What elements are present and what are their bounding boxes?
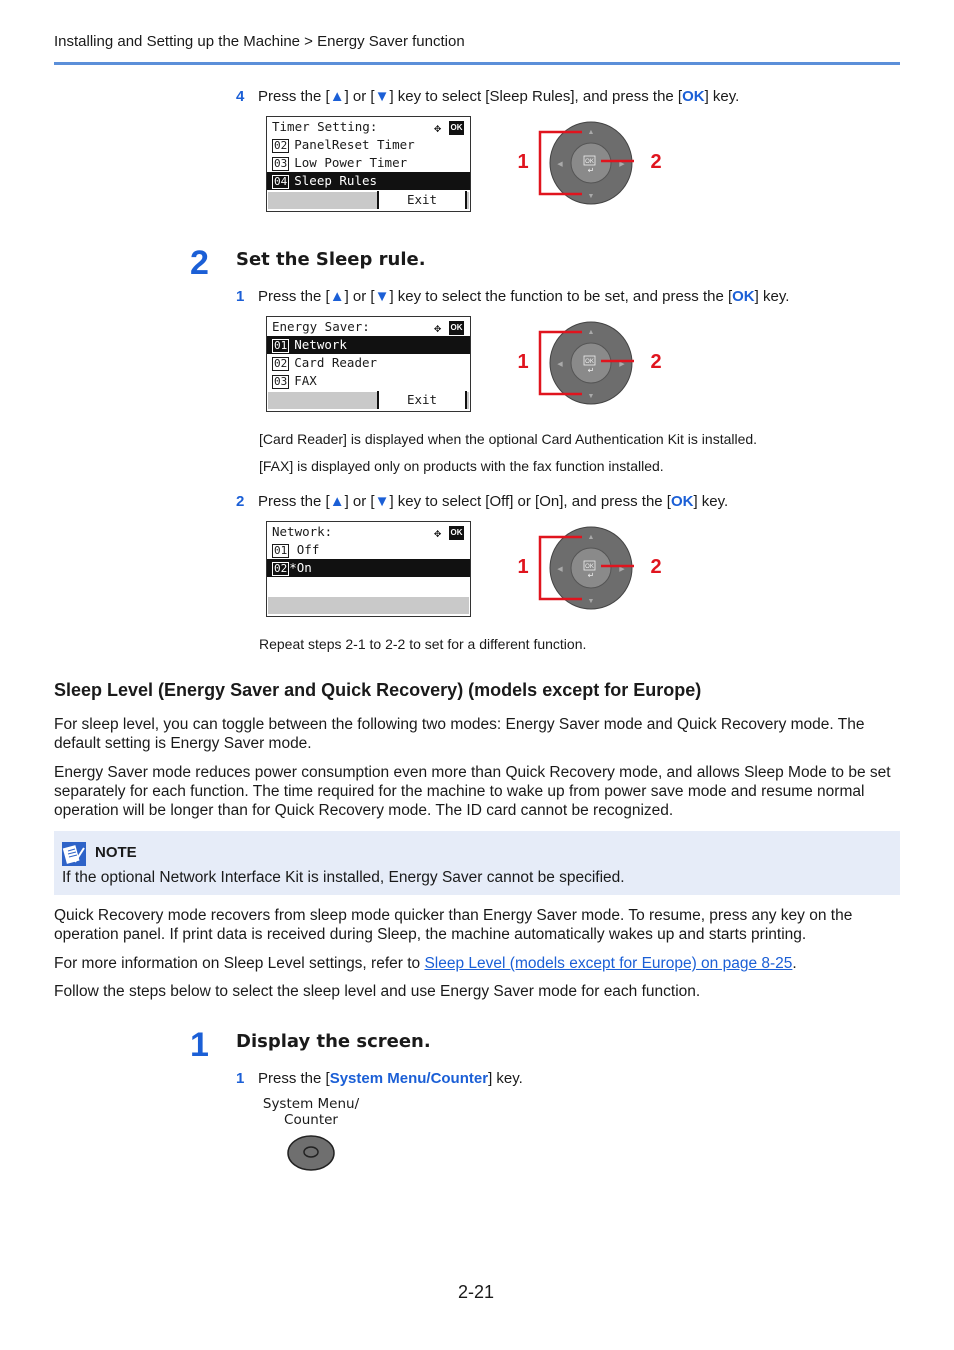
lcd-network: Network: ✥ OK 01 Off 02 *On — [266, 521, 471, 617]
paragraph-sleep-level-intro: For sleep level, you can toggle between the following two modes: Energy Saver mode and Quick Recovery mode. The default setting is Energy Saver mode. — [54, 716, 865, 752]
step-2-2-instruction: 2 Press the [▲] or [▼] key to select [Off] or [On], and press the [OK] key. — [236, 493, 729, 510]
lcd-item-sleep-rules[interactable]: Sleep Rules — [294, 173, 378, 188]
step-2-1-instruction: 1 Press the [▲] or [▼] key to select the function to be set, and press the [OK] key. — [236, 288, 790, 305]
arrow-keypad-diagram — [510, 318, 680, 410]
svg-text:◀: ◀ — [557, 161, 563, 168]
paragraph-follow-steps: Follow the steps below to select the sleep level and use Energy Saver mode for each function. — [54, 983, 701, 1000]
paragraph-more-info: For more information on Sleep Level settings, refer to Sleep Level (models except for Europe) on page 8-25. — [54, 955, 797, 972]
navigate-ok-icon: ✥ OK — [434, 321, 463, 335]
svg-text:▼: ▼ — [587, 193, 595, 200]
svg-text:1: 1 — [517, 351, 529, 373]
svg-text:2: 2 — [650, 351, 662, 373]
note-box — [54, 831, 900, 895]
lcd-item-card-reader[interactable]: Card Reader — [294, 355, 378, 370]
arrow-keypad-diagram — [510, 118, 680, 210]
section-title-display-screen: Display the screen. — [236, 1031, 431, 1052]
svg-text:↵: ↵ — [587, 571, 595, 580]
svg-text:OK: OK — [585, 159, 594, 165]
ok-key-label: OK — [670, 493, 694, 510]
svg-text:OK: OK — [585, 564, 594, 570]
header-rule — [54, 62, 900, 65]
up-key-icon: ▲ — [329, 288, 345, 305]
navigate-ok-icon: ✥ OK — [434, 121, 463, 135]
svg-text:1: 1 — [517, 151, 529, 173]
svg-text:↵: ↵ — [587, 366, 595, 375]
lcd-title: Energy Saver: — [272, 319, 370, 334]
up-key-icon: ▲ — [329, 88, 345, 105]
note-icon — [62, 842, 86, 866]
paragraph-energy-saver-mode: Energy Saver mode reduces power consumption even more than Quick Recovery mode, and allows Sleep Mode to be set separately for each function. The time required for the machine to wake up from power save mode and resume normal operation will be longer than for Quick Recovery mode. The ID card cannot be recognized. — [54, 764, 891, 819]
up-key-icon: ▲ — [329, 493, 345, 510]
system-menu-button-label: System Menu/ Counter — [262, 1096, 360, 1128]
svg-text:2: 2 — [650, 151, 662, 173]
note-text: If the optional Network Interface Kit is installed, Energy Saver cannot be specified. — [62, 869, 625, 886]
svg-text:◀: ◀ — [557, 361, 563, 368]
down-key-icon: ▼ — [374, 88, 390, 105]
lcd-item-off[interactable]: Off — [289, 542, 320, 557]
repeat-note: Repeat steps 2-1 to 2-2 to set for a different function. — [259, 636, 587, 652]
svg-text:▼: ▼ — [587, 598, 595, 605]
svg-text:▶: ▶ — [619, 566, 625, 573]
section-title-set-sleep-rule: Set the Sleep rule. — [236, 249, 426, 270]
section-number-2: 2 — [190, 244, 209, 282]
lcd-item-fax[interactable]: FAX — [294, 373, 317, 388]
fax-note: [FAX] is displayed only on products with the fax function installed. — [259, 458, 664, 474]
lcd-exit-button[interactable]: Exit — [377, 391, 467, 409]
svg-text:▶: ▶ — [619, 161, 625, 168]
lcd-item-on[interactable]: *On — [289, 560, 312, 575]
down-key-icon: ▼ — [374, 288, 390, 305]
page-number: 2-21 — [458, 1282, 495, 1302]
arrow-keypad-diagram — [510, 523, 680, 615]
lcd-title: Timer Setting: — [272, 119, 378, 134]
section-heading-sleep-level: Sleep Level (Energy Saver and Quick Recovery) (models except for Europe) — [54, 680, 702, 700]
system-menu-key-label: System Menu/Counter — [329, 1070, 489, 1087]
section-number-1: 1 — [190, 1026, 209, 1064]
lcd-item-low-power-timer[interactable]: Low Power Timer — [294, 155, 408, 170]
navigate-ok-icon: ✥ OK — [434, 526, 463, 540]
ok-key-label: OK — [682, 88, 705, 105]
ok-key-label: OK — [732, 288, 755, 305]
lcd-timer-setting: Timer Setting: ✥ OK 02 PanelReset Timer 03 Low Power Timer 04 Sleep Rules Exit — [266, 116, 471, 212]
svg-text:▲: ▲ — [587, 329, 595, 336]
step-4-instruction: 4 Press the [▲] or [▼] key to select [Sleep Rules], and press the [OK] key. — [236, 88, 740, 105]
lcd-title: Network: — [272, 524, 333, 539]
breadcrumb: Installing and Setting up the Machine > Energy Saver function — [54, 33, 465, 50]
svg-text:◀: ◀ — [557, 566, 563, 573]
svg-text:OK: OK — [585, 359, 594, 365]
lcd-exit-button[interactable]: Exit — [377, 191, 467, 209]
svg-text:2: 2 — [650, 556, 662, 578]
system-menu-counter-button[interactable] — [285, 1134, 337, 1174]
sleep-level-link[interactable]: Sleep Level (models except for Europe) on page 8-25 — [424, 955, 793, 972]
down-key-icon: ▼ — [374, 493, 390, 510]
svg-text:▶: ▶ — [619, 361, 625, 368]
lcd-softkey-bar — [268, 597, 469, 614]
lcd-item-panelreset-timer[interactable]: PanelReset Timer — [294, 137, 415, 152]
step-1-1-instruction: 1 Press the [System Menu/Counter] key. — [236, 1070, 523, 1087]
note-heading: NOTE — [95, 844, 137, 861]
svg-text:▼: ▼ — [587, 393, 595, 400]
svg-text:↵: ↵ — [587, 166, 595, 175]
svg-text:1: 1 — [517, 556, 529, 578]
card-reader-note: [Card Reader] is displayed when the optional Card Authentication Kit is installed. — [259, 431, 758, 447]
lcd-energy-saver: Energy Saver: ✥ OK 01 Network 02 Card Reader 03 FAX Exit — [266, 316, 471, 412]
step-number: 4 — [236, 88, 245, 105]
paragraph-quick-recovery: Quick Recovery mode recovers from sleep mode quicker than Energy Saver mode. To resume, press any key on the operation panel. If print data is received during Sleep, the machine automatically wakes up and starts printing. — [54, 907, 853, 943]
svg-text:▲: ▲ — [587, 534, 595, 541]
lcd-item-network[interactable]: Network — [294, 337, 347, 352]
svg-text:▲: ▲ — [587, 129, 595, 136]
